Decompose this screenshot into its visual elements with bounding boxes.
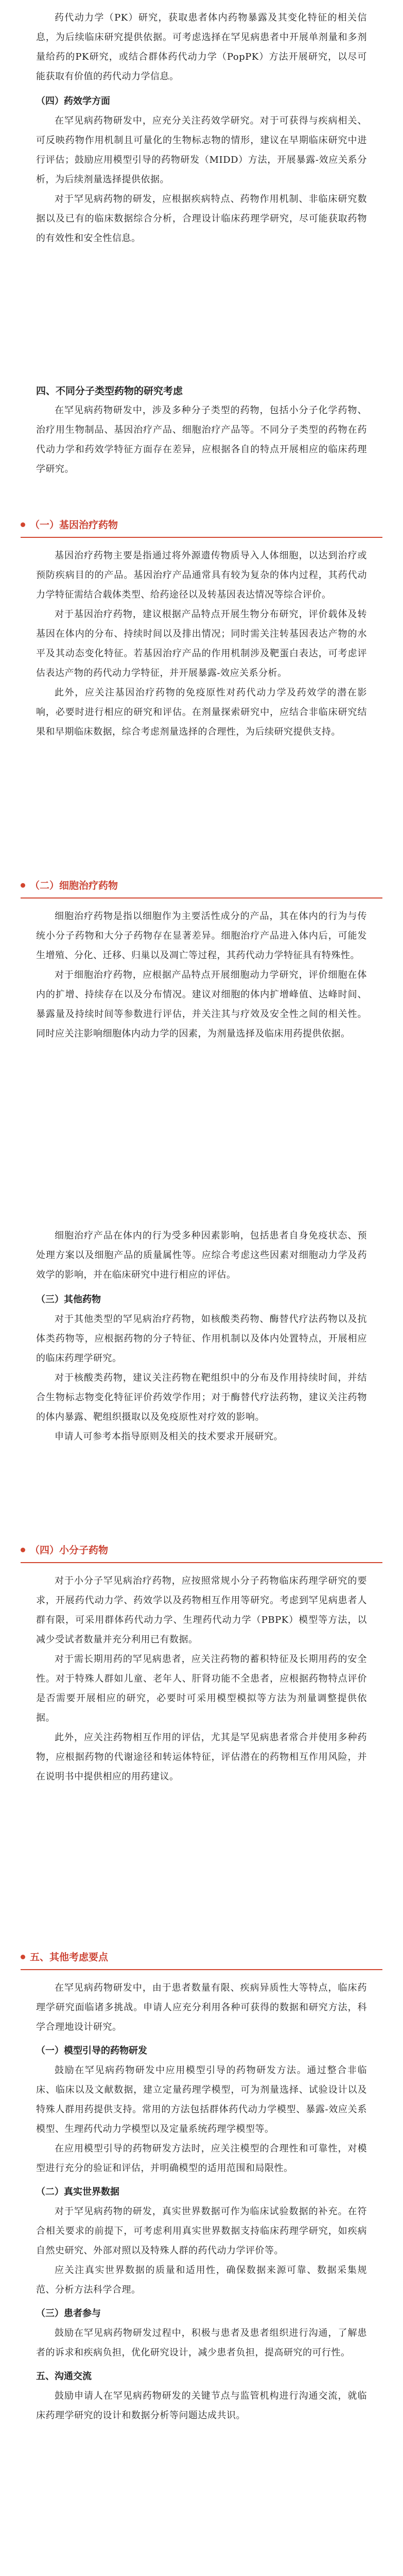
paragraph: 在应用模型引导的药物研发方法时，应关注模型的合理性和可靠性，对模型进行充分的验证和评估，并明确模型的适用范围和局限性。 xyxy=(36,2143,367,2174)
subheading: （三）其他药物 xyxy=(36,1294,101,1305)
paragraph: 基因治疗药物主要是指通过将外源遗传物质导入人体细胞，以达到治疗或预防疾病目的的产品。基因治疗产品通常具有较为复杂的体内过程，其药代动力学特征需结合载体类型、给药途径以及转基因表达情况等综合评价。 xyxy=(36,550,367,600)
paragraph: 鼓励在罕见病药物研发过程中，积极与患者及患者组织进行沟通，了解患者的诉求和疾病负担，优化研究设计，减少患者负担，提高研究的可行性。 xyxy=(36,2328,367,2358)
paragraph: 对于细胞治疗药物，应根据产品特点开展细胞动力学研究，评价细胞在体内的扩增、持续存在以及分布情况。建议对细胞的体内扩增峰值、达峰时间、暴露量及持续时间等参数进行评估，并关注其与疗效及安全性之间的相关性。同时应关注影响细胞体内动力学的因素，为剂量选择及临床用药提供依据。 xyxy=(36,970,367,1039)
content-block-gene xyxy=(36,546,367,742)
paragraph: 申请人可参考本指导原则及相关的技术要求开展研究。 xyxy=(55,1431,283,1442)
paragraph: 细胞治疗药物是指以细胞作为主要活性成分的产品，其在体内的行为与传统小分子药物和大分子药物存在显著差异。细胞治疗产品进入体内后，可能发生增殖、分化、迁移、归巢以及凋亡等过程，其药代动力学特征具有特殊性。 xyxy=(36,911,367,961)
content-block-2 xyxy=(36,381,367,479)
paragraph: 此外，应关注药物相互作用的评估，尤其是罕见病患者常合并使用多种药物，应根据药物的代谢途径和转运体特征，评估潜在的药物相互作用风险，并在说明书中提供相应的用药建议。 xyxy=(36,1732,367,1782)
section-label: （四）小分子药物 xyxy=(30,1545,109,1556)
paragraph: 药代动力学（PK）研究，获取患者体内药物暴露及其变化特征的相关信息，为后续临床研究提供依据。可考虑选择在罕见病患者中开展单剂量和多剂量给药的PK研究，或结合群体药代动力学（PopPK）方法开展研究，以尽可能获取有价值的药代动力学信息。 xyxy=(36,12,367,82)
bullet-dot-icon xyxy=(21,1548,25,1552)
paragraph: 鼓励申请人在罕见病药物研发的关键节点与监管机构进行沟通交流，就临床药理学研究的设计和数据分析等问题达成共识。 xyxy=(36,2391,367,2421)
subheading: （二）真实世界数据 xyxy=(36,2187,119,2197)
subheading: （三）患者参与 xyxy=(36,2308,101,2319)
content-block-cell xyxy=(36,907,367,1044)
subheading: 五、沟通交流 xyxy=(36,2371,92,2382)
content-block-1 xyxy=(36,8,367,248)
section-label: （一）基因治疗药物 xyxy=(30,519,118,531)
paragraph: 对于罕见病药物的研发，真实世界数据可作为临床试验数据的补充。在符合相关要求的前提下，可考虑利用真实世界数据支持临床药理学研究，如疾病自然史研究、外部对照以及特殊人群的药代动力学评价等。 xyxy=(36,2206,367,2256)
section-header-other xyxy=(21,1947,382,1970)
paragraph: 细胞治疗产品在体内的行为受多种因素影响，包括患者自身免疫状态、预处理方案以及细胞产品的质量属性等。应综合考虑这些因素对细胞动力学及药效学的影响，并在临床研究中进行相应的评估。 xyxy=(36,1230,367,1280)
paragraph: 对于基因治疗药物，建议根据产品特点开展生物分布研究，评价载体及转基因在体内的分布、持续时间以及排出情况；同时需关注转基因表达产物的水平及其动态变化特征。若基因治疗产品的作用机制涉及靶蛋白表达，可考虑评估表达产物的药代动力学特征，并开展暴露-效应关系分析。 xyxy=(36,609,367,679)
bullet-dot-icon xyxy=(21,883,25,888)
bullet-dot-icon xyxy=(21,522,25,527)
paragraph: 对于核酸类药物，建议关注药物在靶组织中的分布及作用持续时间，并结合生物标志物变化特征评价药效学作用；对于酶替代疗法药物，建议关注药物的体内暴露、靶组织摄取以及免疫原性对疗效的影响。 xyxy=(36,1372,367,1422)
paragraph: 在罕见病药物研发中，涉及多种分子类型的药物，包括小分子化学药物、治疗用生物制品、基因治疗产品、细胞治疗产品等。不同分子类型的药物在药代动力学和药效学特征方面存在差异，应根据各自的特点开展相应的临床药理学研究。 xyxy=(36,405,367,474)
subheading: （一）模型引导的药物研发 xyxy=(36,2045,147,2056)
paragraph: 此外，应关注基因治疗药物的免疫原性对药代动力学及药效学的潜在影响，必要时进行相应的研究和评估。在剂量探索研究中，应结合非临床研究结果和早期临床数据，综合考虑剂量选择的合理性，为后续研究提供支持。 xyxy=(36,687,367,737)
content-block-small xyxy=(36,1571,367,1787)
section-label: 五、其他考虑要点 xyxy=(30,1952,109,1963)
divider xyxy=(21,537,382,538)
paragraph: 对于小分子罕见病治疗药物，应按照常规小分子药物临床药理学研究的要求，开展药代动力学、药效学以及药物相互作用等研究。考虑到罕见病患者人群有限，可采用群体药代动力学、生理药代动力学（PBPK）模型等方法，以减少受试者数量并充分利用已有数据。 xyxy=(36,1575,367,1645)
divider xyxy=(21,1562,382,1563)
section-header-cell xyxy=(21,876,382,899)
section-heading: 四、不同分子类型药物的研究考虑 xyxy=(36,385,183,397)
paragraph: 在罕见病药物研发中，由于患者数量有限、疾病异质性大等特点，临床药理学研究面临诸多挑战。申请人应充分利用各种可获得的数据和研究方法，科学合理地设计研究。 xyxy=(36,1982,367,2032)
paragraph: 对于罕见病药物的研发，应根据疾病特点、药物作用机制、非临床研究数据以及已有的临床数据综合分析，合理设计临床药理学研究，尽可能获取药物的有效性和安全性信息。 xyxy=(36,194,367,244)
divider xyxy=(21,897,382,899)
paragraph: 鼓励在罕见病药物研发中应用模型引导的药物研发方法。通过整合非临床、临床以及文献数据，建立定量药理学模型，可为剂量选择、试验设计以及特殊人群用药提供支持。常用的方法包括群体药代动力学模型、暴露-效应关系模型、生理药代动力学模型以及定量系统药理学模型等。 xyxy=(36,2065,367,2134)
subheading: （四）药效学方面 xyxy=(36,96,110,107)
content-block-other xyxy=(36,1978,367,2426)
paragraph: 对于需长期用药的罕见病患者，应关注药物的蓄积特征及长期用药的安全性。对于特殊人群如儿童、老年人、肝肾功能不全患者，应根据药物特点评价是否需要开展相应的研究，必要时可采用模型模拟等方法为剂量调整提供依据。 xyxy=(36,1654,367,1723)
content-block-3 xyxy=(36,1226,367,1447)
section-header-gene xyxy=(21,515,382,538)
paragraph: 对于其他类型的罕见病治疗药物，如核酸类药物、酶替代疗法药物以及抗体类药物等，应根据药物的分子特征、作用机制以及体内处置特点，开展相应的临床药理学研究。 xyxy=(36,1314,367,1364)
divider xyxy=(21,1969,382,1970)
section-label: （二）细胞治疗药物 xyxy=(30,880,118,891)
section-header-small xyxy=(21,1540,382,1563)
paragraph: 在罕见病药物研发中，应充分关注药效学研究。对于可获得与疾病相关、可反映药物作用机制且可量化的生物标志物的情形，建议在早期临床研究中进行评估；鼓励应用模型引导的药物研发（MIDD）方法，开展暴露-效应关系分析，为后续剂量选择提供依据。 xyxy=(36,115,367,185)
bullet-dot-icon xyxy=(21,1955,25,1959)
paragraph: 应关注真实世界数据的质量和适用性，确保数据来源可靠、数据采集规范、分析方法科学合理。 xyxy=(36,2265,367,2295)
